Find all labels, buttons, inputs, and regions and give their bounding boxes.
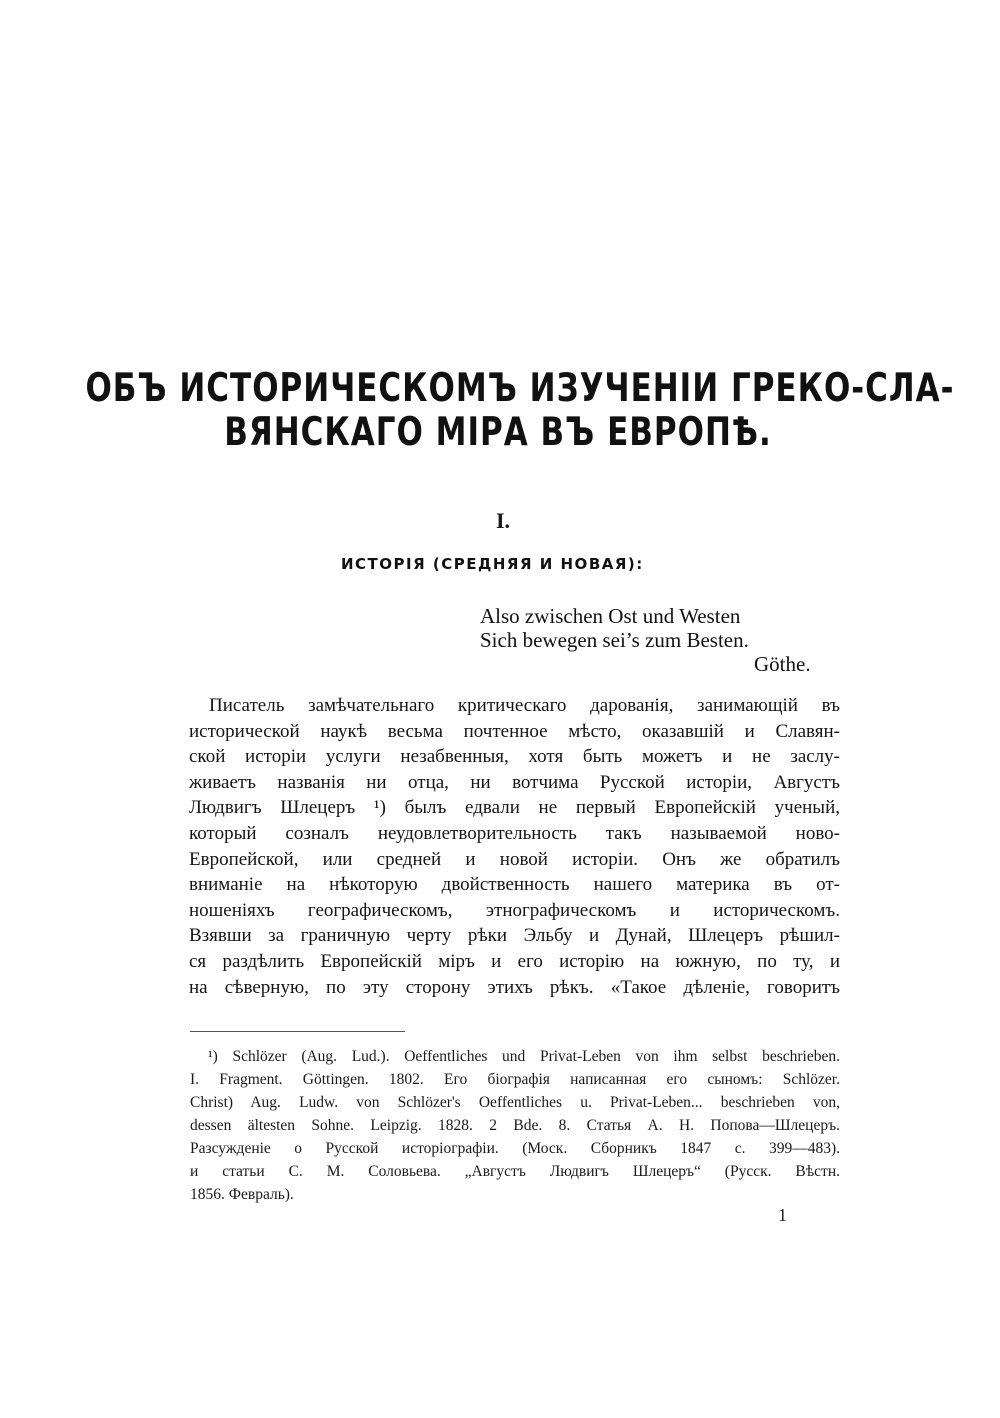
section-heading: ИСТОРІЯ (СРЕДНЯЯ И НОВАЯ): <box>341 555 644 573</box>
body-line: ся раздѣлить Европейскій міръ и его исторію на южную, по ту, и <box>189 950 840 972</box>
article-title-line-1: ОБЪ ИСТОРИЧЕСКОМЪ ИЗУЧЕНІИ ГРЕКО-СЛА- <box>85 366 955 411</box>
body-line: ношеніяхъ географическомъ, этнографическомъ и историческомъ. <box>189 899 840 921</box>
footnote-divider <box>190 1031 405 1032</box>
section-number: I. <box>496 508 511 533</box>
footnote-line: Christ) Aug. Ludw. von Schlözer's Oeffentliches u. Privat-Leben... beschrieben von, <box>190 1094 840 1111</box>
epigraph-line-1: Also zwischen Ost und Westen <box>480 604 741 628</box>
page-number: 1 <box>778 1205 787 1225</box>
body-line: живаетъ названія ни отца, ни вотчима Русской исторіи, Августъ <box>189 771 840 793</box>
body-line: Людвигъ Шлецеръ ¹) былъ едвали не первый Европейскій ученый, <box>189 797 840 819</box>
footnote-block <box>190 1045 840 1206</box>
body-line: исторической наукѣ весьма почтенное мѣсто, оказавшій и Славян- <box>189 720 840 742</box>
article-title-line-2: ВЯНСКАГО МІРА ВЪ ЕВРОПѢ. <box>224 410 772 455</box>
body-line: Взявши за граничную черту рѣки Эльбу и Дунай, Шлецеръ рѣшил- <box>189 925 840 947</box>
footnote-line: ¹) Schlözer (Aug. Lud.). Oeffentliches und Privat-Leben von ihm selbst beschrieben. <box>208 1048 840 1065</box>
epigraph-line-2: Sich bewegen sei’s zum Besten. <box>480 628 749 652</box>
epigraph-author: Göthe. <box>754 652 811 676</box>
footnote-line: I. Fragment. Göttingen. 1802. Его біографія написанная его сыномъ: Schlözer. <box>190 1071 840 1088</box>
footnote-line: dessen ältesten Sohne. Leipzig. 1828. 2 Bde. 8. Статья А. Н. Попова—Шлецеръ. <box>190 1117 840 1134</box>
body-line: Европейской, или средней и новой исторіи. Онъ же обратилъ <box>189 848 840 870</box>
body-line: Писатель замѣчательнаго критическаго дарованія, занимающій въ <box>209 695 840 716</box>
body-line: вниманіе на нѣкоторую двойственность нашего материка въ от- <box>189 874 840 896</box>
footnote-line: и статьи С. М. Соловьева. „Августъ Людвигъ Шлецеръ“ (Русск. Вѣстн. <box>190 1163 840 1180</box>
body-line: который созналъ неудовлетворительность такъ называемой ново- <box>189 822 840 844</box>
body-paragraph <box>189 693 840 1000</box>
footnote-line: 1856. Февраль). <box>190 1186 294 1203</box>
body-line: ской исторіи услуги незабвенныя, хотя быть можетъ и не заслу- <box>189 746 840 768</box>
body-line: на сѣверную, по эту сторону этихъ рѣкъ. «Такое дѣленіе, говоритъ <box>189 976 840 998</box>
footnote-line: Разсужденіе о Русской исторіографіи. (Моск. Сборникъ 1847 с. 399—483). <box>190 1140 840 1157</box>
